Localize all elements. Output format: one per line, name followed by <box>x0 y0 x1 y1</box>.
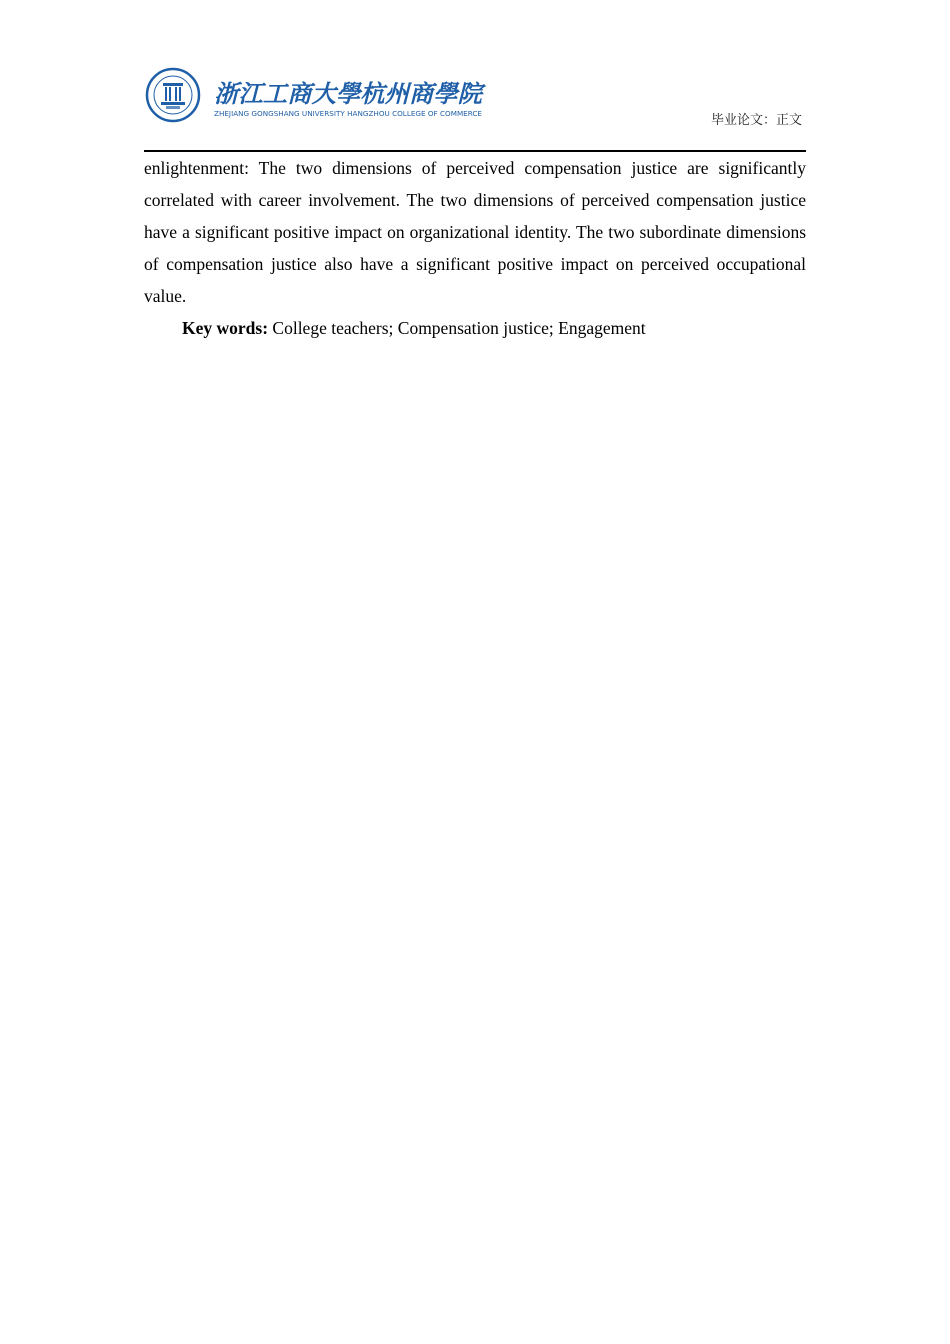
keywords-label: Key words: <box>182 318 269 338</box>
svg-text:浙江工商大學杭州商學院: 浙江工商大學杭州商學院 <box>214 80 487 108</box>
abstract-paragraph: enlightenment: The two dimensions of perceived compensation justice are significantly correlated with career involvement. The two dimensions of perceived compensation justice have a significant positive impact on organizational identity. The two subordinate dimensions of compensation justice also have a significant positive impact on perceived occupational value. <box>144 158 806 306</box>
keywords-value: College teachers; Compensation justice; Engagement <box>268 318 646 338</box>
header-label: 毕业论文：正文 <box>710 113 802 128</box>
university-logo <box>144 66 494 126</box>
svg-text:ZHEJIANG GONGSHANG UNIVERSITY: ZHEJIANG GONGSHANG UNIVERSITY HANGZHOU COLLEGE OF COMMERCE <box>214 110 482 118</box>
abstract-body <box>144 152 806 312</box>
page-header <box>144 66 806 152</box>
keywords-line <box>182 312 806 344</box>
